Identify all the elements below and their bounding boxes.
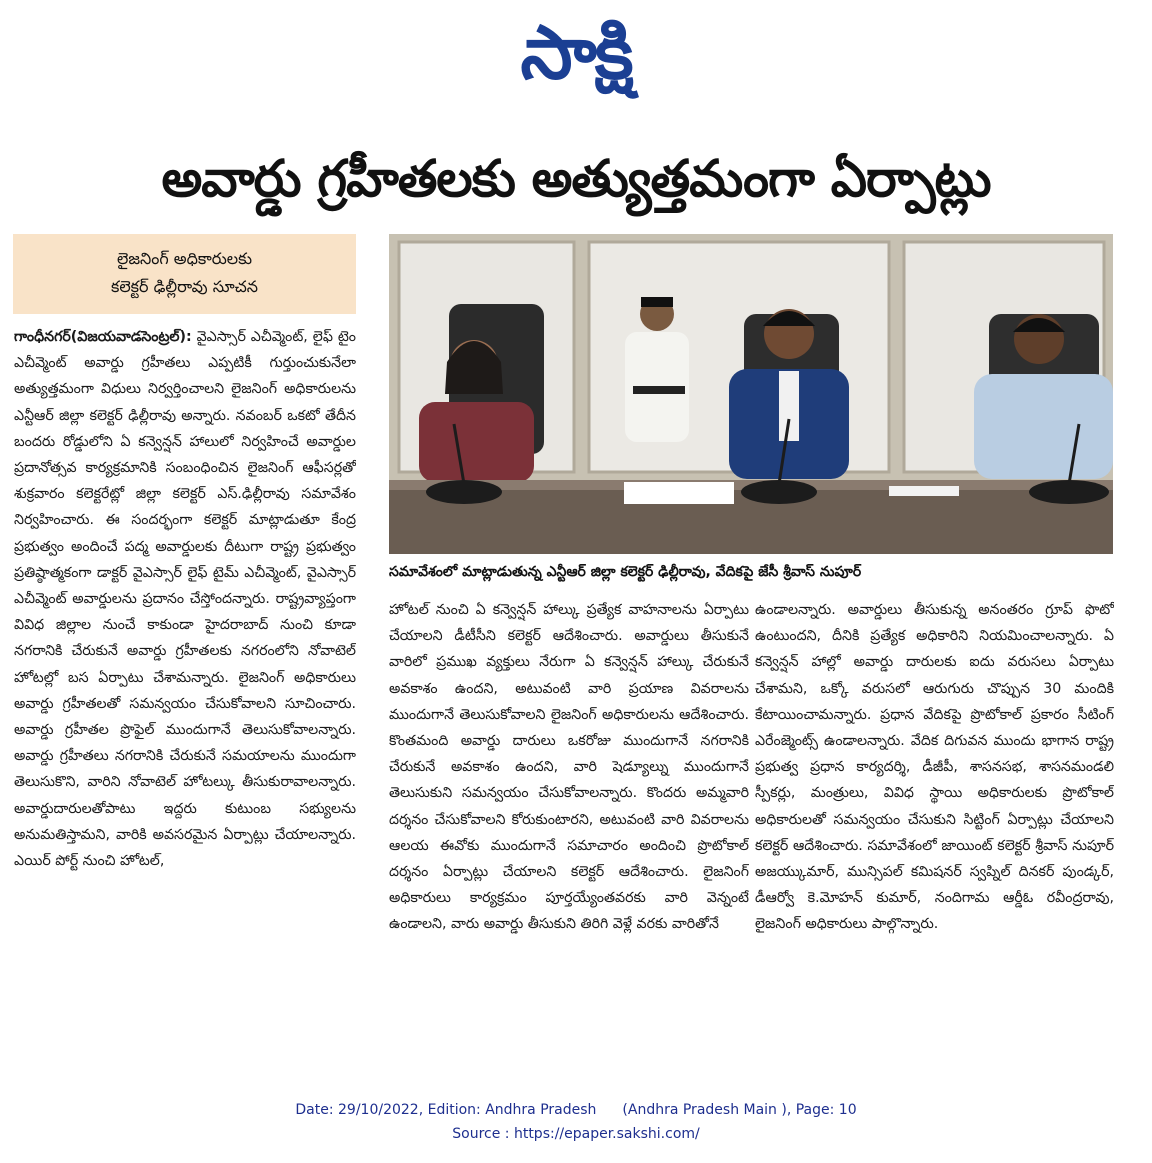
photo-caption: సమావేశంలో మాట్లాడుతున్న ఎన్టీఆర్ జిల్లా కలెక్టర్ ఢిల్లీరావు, వేదికపై జేసీ శ్రీవాస్ నుపూర్ xyxy=(389,564,862,580)
meeting-photo xyxy=(389,234,1113,554)
article-column-1 xyxy=(14,324,356,1062)
article-headline: అవార్డు గ్రహీతలకు అత్యుత్తమంగా ఏర్పాట్లు xyxy=(161,150,991,209)
dateline: గాంధీనగర్(విజయవాడసెంట్రల్): xyxy=(14,329,192,345)
article-column-3 xyxy=(755,597,1114,1062)
column-1-text: వైఎస్సార్ ఎచీవ్మెంట్, లైఫ్ టైం ఎచీవ్మెంట్ అవార్డు గ్రహీతలు ఎప్పటికీ గుర్తుంచుకునేలా అత్యుత్తమంగా విధులు నిర్వర్తించాలని లైజనింగ్ అధికారులను ఎన్టీఆర్ జిల్లా కలెక్టర్ ఢిల్లీరావు అన్నారు. నవంబర్ ఒకటో తేదీన బందరు రోడ్డులోని ఏ కన్వెన్షన్ హాలులో నిర్వహించే అవార్డుల ప్రదానోత్సవ కార్యక్రమానికి సంబంధించిన లైజనింగ్ ఆఫీసర్లతో శుక్రవారం కలెక్టరేట్లో జిల్లా కలెక్టర్ ఎస్.ఢిల్లీరావు సమావేశం నిర్వహించారు. ఈ సందర్భంగా కలెక్టర్ మాట్లాడుతూ కేంద్ర ప్రభుత్వం అందించే పద్మ అవార్డులకు దీటుగా రాష్ట్ర ప్రభుత్వం ప్రతిష్ఠాత్మకంగా డాక్టర్ వైఎస్సార్ లైఫ్ టైమ్ ఎచీవ్మెంట్, వైఎస్సార్ ఎచీవ్మెంట్ అవార్డులను ప్రదానం చేస్తోందన్నారు. రాష్ట్రవ్యాప్తంగా వివిధ జిల్లాల నుంచే కాకుండా హైదరాబాద్ నుంచి కూడా నగరానికి చేరుకునే అవార్డు గ్రహీతలకు నగరంలోని నోవాటెల్ హోటల్లో బస ఏర్పాటు చేశామన్నారు. లైజనింగ్ అధికారులు అవార్డు గ్రహీతలతో సమన్వయం చేసుకోవాలని సూచించారు. అవార్డు గ్రహీతల ప్రొఫైల్ ముందుగానే తెలుసుకోవాలన్నారు. అవార్డు గ్రహీతలు నగరానికి చేరుకునే సమయాలను ముందుగా తెలుసుకొని, వారిని నోవాటెల్ హోటల్కు తీసుకురావాలన్నారు. అవార్డుదారులతోపాటు ఇద్దరు కుటుంబ సభ్యులను అనుమతిస్తామని, వారికి అవసరమైన ఏర్పాట్లు చేయాలన్నారు. ఎయిర్ పోర్ట్ నుంచి హోటల్, xyxy=(14,329,356,870)
footer-line-1 xyxy=(0,1098,1152,1122)
footer-page: (Andhra Pradesh Main ), Page: 10 xyxy=(622,1102,857,1118)
column-3-text: ఉండాలన్నారు. అవార్డులు తీసుకున్న అనంతరం గ్రూప్ ఫొటో ఉంటుందని, దీనికి ప్రత్యేక అధికారిని నియమించాలన్నారు. ఏ కన్వెన్షన్ హాల్లో అవార్డు దారులకు ఐదు వరుసలు ఏర్పాటు చేశామని, ఒక్కో వరుసలో ఆరుగురు చొప్పున 30 మందికి కేటాయించామన్నారు. ప్రధాన వేదికపై ప్రొటోకాల్ ప్రకారం సీటింగ్ ఎరేంజ్మెంట్స్ ఉండాలన్నారు. వేదిక దిగువన ముందు భాగాన రాష్ట్ర ప్రభుత్వ ప్రధాన కార్యదర్శి, డీజీపీ, శాసనసభ, శాసనమండలి స్పీకర్లు, మంత్రులు, వివిధ స్థాయి అధికారులకు ప్రొటోకాల్ అధికారులతో సమన్వయం చేసుకుని సిట్టింగ్ ఏర్పాట్లు చేయాలని కలెక్టర్ ఆదేశించారు. సమావేశంలో జాయింట్ కలెక్టర్ శ్రీవాస్ నుపూర్ అజయ్కుమార్, మున్సిపల్ కమిషనర్ స్వప్నిల్ దినకర్ పుండ్కర్, డీఆర్వో కె.మోహన్ కుమార్, నందిగామ ఆర్డీఓ రవీంద్రరావు, లైజనింగ్ అధికారులు పాల్గొన్నారు. xyxy=(755,602,1114,933)
subhead-line-1: లైజనింగ్ అధికారులకు xyxy=(116,249,253,268)
footer-date: Date: 29/10/2022, Edition: Andhra Pradesh xyxy=(295,1102,597,1118)
footer-source[interactable]: Source : https://epaper.sakshi.com/ xyxy=(452,1126,700,1142)
subhead-line-2: కలెక్టర్ ఢిల్లీరావు సూచన xyxy=(110,277,259,296)
column-2-text: హోటల్ నుంచి ఏ కన్వెన్షన్ హాల్కు ప్రత్యేక వాహనాలను ఏర్పాటు చేయాలని డీటీసీని కలెక్టర్ ఆదేశించారు. అవార్డులు తీసుకునే వారిలో ప్రముఖ వ్యక్తులు నేరుగా ఏ కన్వెన్షన్ హాల్కు చేరుకునే అవకాశం ఉందని, అటువంటి వారి ప్రయాణ వివరాలను ముందుగానే తెలుసుకోవాలని లైజనింగ్ అధికారులను ఆదేశించారు. కొంతమంది అవార్డు దారులు ఒకరోజు ముందుగానే నగరానికి చేరుకునే అవకాశం ఉందని, వారి షెడ్యూల్ను ముందుగానే తెలుసుకుని సమన్వయం చేసుకోవాలన్నారు. కొందరు అమ్మవారి దర్శనం చేసుకోవాలని కోరుకుంటారని, అటువంటి వారి వివరాలను ఆలయ ఈవోకు ముందుగానే సమాచారం అందించి ప్రొటోకాల్ దర్శనం ఏర్పాట్లు చేయాలని కలెక్టర్ ఆదేశించారు. లైజనింగ్ అధికారులు కార్యక్రమం పూర్తయ్యేంతవరకు వారి వెన్నంటే ఉండాలని, వారు అవార్డు తీసుకుని తిరిగి వెళ్లే వరకు వారితోనే xyxy=(389,602,749,933)
article-subhead xyxy=(13,234,356,314)
page-footer xyxy=(0,1098,1152,1146)
article-column-2 xyxy=(389,597,749,1062)
sakshi-logo: సాక్షి xyxy=(520,10,632,96)
